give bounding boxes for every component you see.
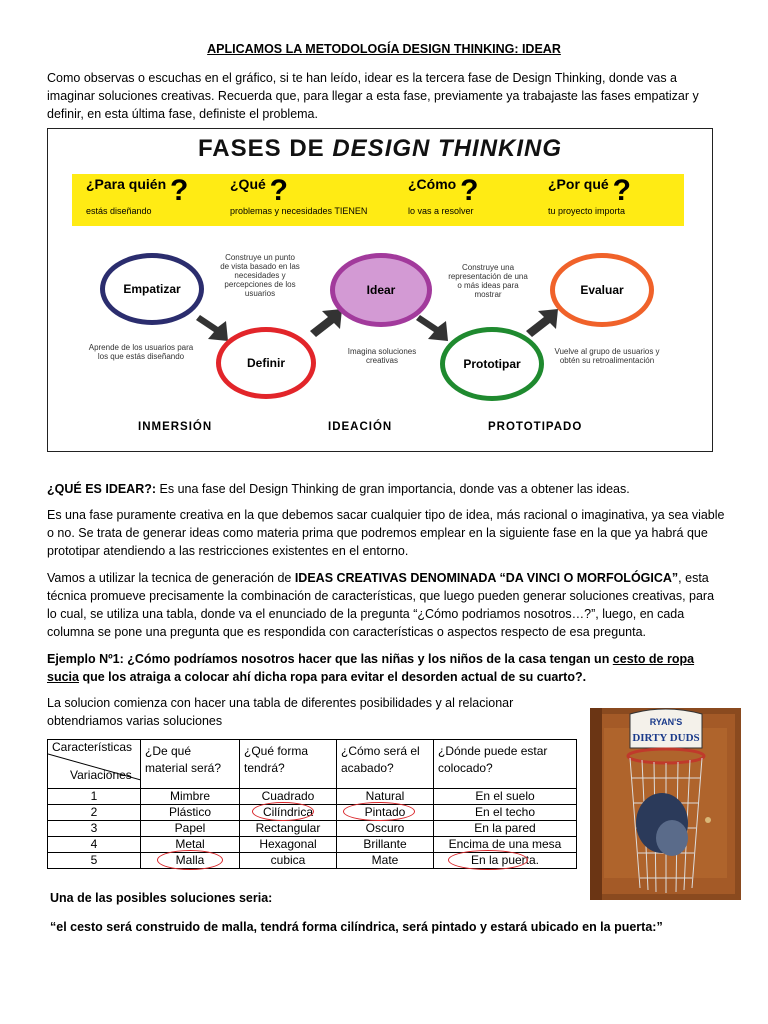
question-mark-icon: ? bbox=[612, 174, 631, 207]
morphological-table bbox=[47, 739, 577, 869]
table-cell-circled: En la puerta. bbox=[434, 853, 577, 869]
possible-solution-label: Una de las posibles soluciones seria: bbox=[50, 891, 273, 905]
phase-prototipado: PROTOTIPADO bbox=[488, 421, 583, 433]
table-header-cell: ¿De qué material será? bbox=[141, 740, 240, 789]
example-paragraph: Ejemplo Nº1: ¿Cómo podríamos nosotros hacer que las niñas y los niños de la casa tengan un cesto de ropa sucia que los atraiga a colocar ahí dicha ropa para evitar el desorden actual de su cuarto?. bbox=[47, 652, 695, 684]
table-cell: Metal bbox=[141, 837, 240, 853]
table-header-cell: ¿Dónde puede estar colocado? bbox=[434, 740, 577, 789]
phase-ideacion: IDEACIÓN bbox=[328, 421, 393, 433]
stage-empatizar: Empatizar bbox=[100, 253, 204, 325]
table-row bbox=[48, 805, 577, 821]
question-mark-icon: ? bbox=[460, 174, 479, 207]
technique-paragraph: Vamos a utilizar la tecnica de generación de IDEAS CREATIVAS DENOMINADA “DA VINCI O MORFOLÓGICA”, esta técnica promueve precisamente la combinación de características, que luego pueden generar soluciones creativas, para lo cual, se utiliza una tabla, donde va el enunciado de la pregunta “¿Cómo podriamos nosotros…?”, luego, en cada columna se pone una pregunta que es respondida con características o aspectos respecto de esa pregunta. bbox=[47, 571, 715, 639]
question-para-quien: ¿Para quién ? estás diseñando bbox=[86, 174, 189, 216]
selection-oval bbox=[252, 802, 314, 821]
que-es-idear-label: ¿QUÉ ES IDEAR?: bbox=[47, 482, 157, 496]
table-cell: 5 bbox=[48, 853, 141, 869]
table-cell: cubica bbox=[240, 853, 337, 869]
creative-phase-paragraph: Es una fase puramente creativa en la que debemos sacar cualquier tipo de idea, más racional o imaginativa, ya sea viable o no. Se trata de generar ideas como materia prima que podremos emplear en la siguiente fase en la que ya habrá que prototipar atendiendo a las restricciones existentes en el entorno. bbox=[47, 508, 725, 558]
table-cell: 1 bbox=[48, 789, 141, 805]
table-cell: Papel bbox=[141, 821, 240, 837]
question-mark-icon: ? bbox=[170, 174, 189, 207]
laundry-hamper-photo bbox=[590, 708, 741, 900]
sign-text-top: RYAN'S bbox=[649, 717, 683, 727]
question-por-que: ¿Por qué ? tu proyecto importa bbox=[548, 174, 631, 216]
question-mark-icon: ? bbox=[269, 174, 288, 207]
phase-inmersion: INMERSIÓN bbox=[138, 421, 213, 433]
table-cell: Mimbre bbox=[141, 789, 240, 805]
table-row bbox=[48, 789, 577, 805]
table-row bbox=[48, 821, 577, 837]
table-cell-circled: Malla bbox=[141, 853, 240, 869]
note-definir: Construye un punto de vista basado en las necesidades y percepciones de los usuarios bbox=[220, 253, 300, 298]
stage-definir: Definir bbox=[216, 327, 316, 399]
design-thinking-diagram bbox=[47, 128, 713, 452]
table-cell: Cuadrado bbox=[240, 789, 337, 805]
table-cell: Brillante bbox=[337, 837, 434, 853]
page-title: APLICAMOS LA METODOLOGÍA DESIGN THINKING: IDEAR bbox=[207, 42, 561, 56]
arrow-icon bbox=[526, 309, 558, 337]
diagram-title-prefix: FASES DE bbox=[197, 135, 333, 162]
intro-paragraph: Como observas o escuchas en el gráfico, si te han leído, idear es la tercera fase de Design Thinking, donde vas a imaginar soluciones creativas. Recuerda que, para llegar a esta fase, previamente ya trabajaste las fases empatizar y definir, en esta última fase, definiste el problema. bbox=[47, 71, 699, 121]
stage-prototipar: Prototipar bbox=[440, 327, 544, 401]
table-cell: 4 bbox=[48, 837, 141, 853]
corner-variaciones: Variaciones bbox=[70, 768, 132, 782]
table-cell: Rectangular bbox=[240, 821, 337, 837]
stage-idear: Idear bbox=[330, 253, 432, 327]
table-header-cell: ¿Qué forma tendrá? bbox=[240, 740, 337, 789]
note-evaluar: Vuelve al grupo de usuarios y obtén su retroalimentación bbox=[554, 347, 660, 365]
stage-evaluar: Evaluar bbox=[550, 253, 654, 327]
table-cell: 2 bbox=[48, 805, 141, 821]
table-header-row bbox=[48, 740, 577, 789]
table-cell: Mate bbox=[337, 853, 434, 869]
arrow-icon bbox=[416, 315, 448, 341]
corner-caracteristicas: Características bbox=[52, 740, 133, 754]
arrow-icon bbox=[310, 309, 342, 337]
table-corner-cell bbox=[48, 740, 141, 789]
table-cell: Plástico bbox=[141, 805, 240, 821]
solution-intro: La solucion comienza con hacer una tabla de diferentes posibilidades y al relacionar obtendriamos varias soluciones bbox=[47, 696, 514, 728]
table-cell: Oscuro bbox=[337, 821, 434, 837]
selection-oval bbox=[448, 850, 528, 870]
table-cell: Encima de una mesa bbox=[434, 837, 577, 853]
table-header-cell: ¿Cómo será el acabado? bbox=[337, 740, 434, 789]
table-cell-circled: Cilíndrica bbox=[240, 805, 337, 821]
arrow-icon bbox=[196, 315, 228, 341]
sign-text-bottom: DIRTY DUDS bbox=[632, 732, 700, 744]
diagram-title-emphasis: DESIGN THINKING bbox=[332, 135, 563, 162]
question-que: ¿Qué ? problemas y necesidades TIENEN bbox=[230, 174, 368, 216]
note-prototipar: Construye una representación de una o más ideas para mostrar bbox=[448, 263, 528, 299]
table-cell: Natural bbox=[337, 789, 434, 805]
que-es-idear-paragraph: ¿QUÉ ES IDEAR?: Es una fase del Design Thinking de gran importancia, donde vas a obtener las ideas. bbox=[47, 482, 630, 496]
table-cell: Hexagonal bbox=[240, 837, 337, 853]
table-cell: En el techo bbox=[434, 805, 577, 821]
note-idear: Imagina soluciones creativas bbox=[347, 347, 417, 365]
selection-oval bbox=[157, 850, 223, 870]
table-row bbox=[48, 853, 577, 869]
selection-oval bbox=[343, 802, 415, 821]
note-empatizar: Aprende de los usuarios para los que estás diseñando bbox=[88, 343, 194, 361]
table-cell: En la pared bbox=[434, 821, 577, 837]
table-cell: 3 bbox=[48, 821, 141, 837]
table-cell-circled: Pintado bbox=[337, 805, 434, 821]
solution-quote: “el cesto será construido de malla, tendrá forma cilíndrica, será pintado y estará ubicado en la puerta:” bbox=[50, 920, 663, 934]
table-cell: En el suelo bbox=[434, 789, 577, 805]
question-como: ¿Cómo ? lo vas a resolver bbox=[408, 174, 479, 216]
